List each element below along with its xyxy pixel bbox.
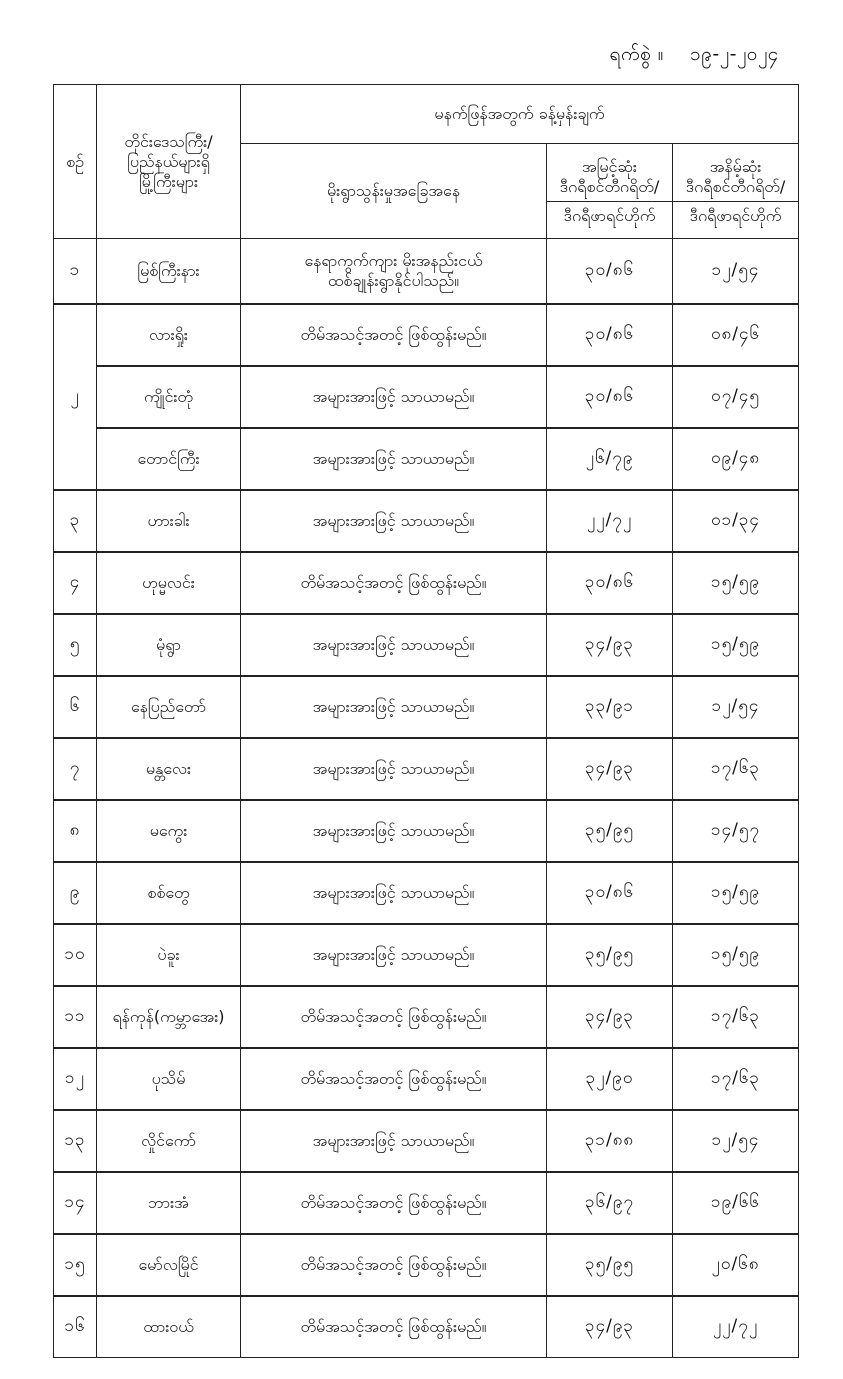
serial-cell: ၁: [54, 239, 97, 305]
table-row: [54, 428, 799, 490]
weather-line: အများအားဖြင့် သာယာမည်။: [312, 883, 475, 902]
max-temp-cell: ၃၃/၉၁: [547, 676, 673, 738]
table-row: [54, 1172, 799, 1234]
weather-line: အများအားဖြင့် သာယာမည်။: [312, 449, 475, 468]
max-temp-cell: ၃၄/၉၃: [547, 738, 673, 800]
city-cell: ဘားအံ: [97, 1172, 241, 1234]
table-row: [54, 490, 799, 552]
max-temp-cell: ၃၅/၉၅: [547, 1234, 673, 1296]
serial-cell: ၁၀: [54, 924, 97, 986]
city-cell: နေပြည်တော်: [97, 676, 241, 738]
max-temp-cell: ၃၄/၉၃: [547, 614, 673, 676]
weather-line: အများအားဖြင့် သာယာမည်။: [312, 759, 475, 778]
serial-cell: ၃: [54, 490, 97, 552]
min-temp-cell: ၀၇/၄၅: [673, 366, 799, 428]
serial-cell: ၁၂: [54, 1048, 97, 1110]
weather-line: တိမ်အသင့်အတင့် ဖြစ်ထွန်းမည်။: [300, 573, 487, 592]
min-temp-cell: ၁၅/၅၉: [673, 614, 799, 676]
max-temp-cell: ၃၅/၉၅: [547, 924, 673, 986]
min-temp-cell: ၁၂/၅၄: [673, 239, 799, 305]
city-cell: တောင်ကြီး: [97, 428, 241, 490]
weather-line: တိမ်အသင့်အတင့် ဖြစ်ထွန်းမည်။: [300, 1255, 487, 1274]
city-cell: မန္တလေး: [97, 738, 241, 800]
city-cell: လှိုင်ကော်: [97, 1110, 241, 1172]
weather-line: တိမ်အသင့်အတင့် ဖြစ်ထွန်းမည်။: [300, 1317, 487, 1336]
serial-cell: ၅: [54, 614, 97, 676]
table-row: [54, 862, 799, 924]
min-temp-cell: ၁၂/၅၄: [673, 676, 799, 738]
min-temp-cell: ၁၂/၅၄: [673, 1110, 799, 1172]
weather-cell: [241, 239, 547, 305]
weather-line: ထစ်ချုန်းရွာနိုင်ပါသည်။: [327, 271, 460, 290]
weather-cell: [241, 614, 547, 676]
weather-line: အများအားဖြင့် သာယာမည်။: [312, 387, 475, 406]
weather-line: အများအားဖြင့် သာယာမည်။: [312, 635, 475, 654]
serial-cell: ၁၄: [54, 1172, 97, 1234]
city-cell: ပဲခူး: [97, 924, 241, 986]
table-body: [54, 239, 799, 1358]
max-temp-cell: ၃၀/၈၆: [547, 366, 673, 428]
min-temp-cell: ၂၀/၆၈: [673, 1234, 799, 1296]
max-temp-cell: ၃၄/၉၃: [547, 1296, 673, 1358]
city-cell: ရန်ကုန်(ကမ္ဘာအေး): [97, 986, 241, 1048]
city-cell: မကွေး: [97, 800, 241, 862]
table-row: [54, 552, 799, 614]
serial-cell: ၉: [54, 862, 97, 924]
serial-cell: ၁၁: [54, 986, 97, 1048]
weather-cell: [241, 304, 547, 366]
table-row: [54, 924, 799, 986]
header-forecast-group: မနက်ဖြန်အတွက် ခန့်မှန်းချက်: [241, 85, 799, 144]
weather-cell: [241, 366, 547, 428]
weather-cell: [241, 738, 547, 800]
min-temp-cell: ၁၅/၅၉: [673, 862, 799, 924]
forecast-table: [53, 84, 799, 1358]
table-row: [54, 614, 799, 676]
min-temp-cell: ၂၂/၇၂: [673, 1296, 799, 1358]
table-row: [54, 366, 799, 428]
min-temp-cell: ၁၇/၆၃: [673, 738, 799, 800]
max-temp-cell: ၃၁/၈၈: [547, 1110, 673, 1172]
max-temp-cell: ၃၀/၈၆: [547, 239, 673, 305]
weather-line: တိမ်အသင့်အတင့် ဖြစ်ထွန်းမည်။: [300, 1069, 487, 1088]
city-cell: စစ်တွေ: [97, 862, 241, 924]
header-max-temp: အမြင့်ဆုံး ဒီဂရီစင်တီဂရိတ်/ ဒီဂရီဖာရင်ဟိုက်: [547, 144, 673, 239]
city-cell: ဟားခါး: [97, 490, 241, 552]
max-temp-cell: ၂၆/၇၉: [547, 428, 673, 490]
serial-cell: ၁၅: [54, 1234, 97, 1296]
serial-cell: ၆: [54, 676, 97, 738]
header-min-temp: အနိမ့်ဆုံး ဒီဂရီစင်တီဂရိတ်/ ဒီဂရီဖာရင်ဟိုက်: [673, 144, 799, 239]
weather-cell: [241, 1048, 547, 1110]
weather-cell: [241, 552, 547, 614]
min-temp-cell: ၀၈/၄၆: [673, 304, 799, 366]
min-temp-cell: ၁၄/၅၇: [673, 800, 799, 862]
min-temp-cell: ၁၉/၆၆: [673, 1172, 799, 1234]
header-weather: မိုးရွာသွန်းမှုအခြေအနေ: [241, 144, 547, 239]
max-temp-cell: ၂၂/၇၂: [547, 490, 673, 552]
table-row: [54, 676, 799, 738]
table-row: [54, 738, 799, 800]
header-region: တိုင်းဒေသကြီး/ ပြည်နယ်များရှိ မြို့ကြီးများ: [97, 85, 241, 239]
serial-cell: ၁၆: [54, 1296, 97, 1358]
table-row: [54, 1296, 799, 1358]
weather-line: အများအားဖြင့် သာယာမည်။: [312, 697, 475, 716]
city-cell: ထားဝယ်: [97, 1296, 241, 1358]
report-date: [610, 42, 779, 70]
date-label: ရက်စွဲ ။: [609, 43, 665, 65]
max-temp-cell: ၃၀/၈၆: [547, 304, 673, 366]
weather-line: တိမ်အသင့်အတင့် ဖြစ်ထွန်းမည်။: [300, 1007, 487, 1026]
weather-line: အများအားဖြင့် သာယာမည်။: [312, 511, 475, 530]
weather-cell: [241, 1110, 547, 1172]
serial-cell: ၄: [54, 552, 97, 614]
max-temp-cell: ၃၆/၉၇: [547, 1172, 673, 1234]
serial-cell: ၇: [54, 738, 97, 800]
min-temp-cell: ၁၇/၆၃: [673, 1048, 799, 1110]
serial-cell: ၂: [54, 304, 97, 490]
city-cell: ကျိုင်းတုံ: [97, 366, 241, 428]
table-row: [54, 304, 799, 366]
city-cell: မုံရွာ: [97, 614, 241, 676]
weather-line: တိမ်အသင့်အတင့် ဖြစ်ထွန်းမည်။: [300, 325, 487, 344]
weather-cell: [241, 1234, 547, 1296]
min-temp-cell: ၁၅/၅၉: [673, 924, 799, 986]
date-value: ၁၉-၂-၂၀၂၄: [690, 43, 779, 65]
min-temp-cell: ၀၉/၄၈: [673, 428, 799, 490]
weather-cell: [241, 676, 547, 738]
city-cell: မြစ်ကြီးနား: [97, 239, 241, 305]
city-cell: ပုသိမ်: [97, 1048, 241, 1110]
max-temp-cell: ၃၂/၉၀: [547, 1048, 673, 1110]
table-row: [54, 1234, 799, 1296]
weather-line: တိမ်အသင့်အတင့် ဖြစ်ထွန်းမည်။: [300, 1193, 487, 1212]
weather-cell: [241, 924, 547, 986]
table-row: [54, 1110, 799, 1172]
table-row: [54, 986, 799, 1048]
weather-cell: [241, 1172, 547, 1234]
min-temp-cell: ၀၁/၃၄: [673, 490, 799, 552]
weather-cell: [241, 490, 547, 552]
weather-cell: [241, 986, 547, 1048]
table-row: [54, 239, 799, 305]
header-serial: စဉ်: [54, 85, 97, 239]
weather-line: နေရာကွက်ကျား မိုးအနည်းငယ်: [304, 251, 483, 270]
weather-line: အများအားဖြင့် သာယာမည်။: [312, 1131, 475, 1150]
city-cell: ဟုမ္မလင်း: [97, 552, 241, 614]
max-temp-cell: ၃၅/၉၅: [547, 800, 673, 862]
table-row: [54, 1048, 799, 1110]
min-temp-cell: ၁၅/၅၉: [673, 552, 799, 614]
min-temp-cell: ၁၇/၆၃: [673, 986, 799, 1048]
weather-line: အများအားဖြင့် သာယာမည်။: [312, 945, 475, 964]
city-cell: မော်လမြိုင်: [97, 1234, 241, 1296]
max-temp-cell: ၃၀/၈၆: [547, 552, 673, 614]
weather-cell: [241, 428, 547, 490]
weather-cell: [241, 1296, 547, 1358]
weather-line: အများအားဖြင့် သာယာမည်။: [312, 821, 475, 840]
city-cell: လားရှိုး: [97, 304, 241, 366]
table-row: [54, 800, 799, 862]
weather-cell: [241, 800, 547, 862]
serial-cell: ၈: [54, 800, 97, 862]
weather-cell: [241, 862, 547, 924]
max-temp-cell: ၃၀/၈၆: [547, 862, 673, 924]
serial-cell: ၁၃: [54, 1110, 97, 1172]
max-temp-cell: ၃၄/၉၃: [547, 986, 673, 1048]
